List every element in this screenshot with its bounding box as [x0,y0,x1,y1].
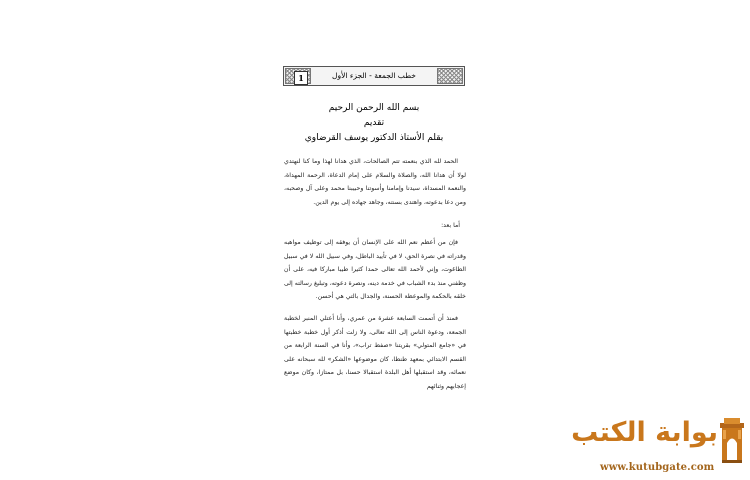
paragraph-2-text: فإن من أعظم نعم الله على الإنسان أن يوفقه إلى توظيف مواهبه وقدراته في نصرة الحق، لا في تأييد الباطل، وفي سبيل الله لا في سبيل الطاغوت، وإني لأحمد الله تعالى حمدا كثيرا طيبا مباركا فيه، على أن وظفني منذ بدء الشباب في خدمة دينه، ونصرة دعوته، وتبليغ رسالته إلى خلقه بالحكمة والموعظة الحسنة، والجدال بالتي هي أحسن. [284,239,466,301]
paragraph-2 [284,236,466,304]
paragraph-1-text: الحمد لله الذي بنعمته تتم الصالحات، الذي هدانا لهذا وما كنا لنهتدي لولا أن هدانا الله، والصلاة والسلام على إمام الدعاة، الرحمة المهداة، والنعمة المسداة، سيدنا وإمامنا وأسوتنا وحبيبنا محمد وعلى آل وصحبه، ومن دعا بدعوته، واهتدى بسنته، وجاهد جهاده إلى يوم الدين. [284,158,466,206]
gate-logo-icon [720,417,744,463]
ornament-right-icon [437,68,463,84]
paragraph-1 [284,155,466,209]
amma-baad-line: أما بعد: [441,222,460,229]
site-name-arabic: بوابة الكتب [571,417,718,448]
running-header [283,66,465,86]
site-watermark [571,414,746,478]
site-url: www.kutubgate.com [600,462,715,473]
ornament-left-icon [285,68,311,84]
basmala-heading: بسم الله الرحمن الرحيم [328,103,420,113]
page-number: 1 [294,71,308,85]
author-byline: بقلم الأستاذ الدكتور يوسف القرضاوي [304,133,444,143]
paragraph-3-text: فمنذ أن أتممت السابعة عشرة من عمري، وأنا أعتلي المنبر لخطبة الجمعة، ودعوة الناس إلى الله تعالى، ولا زلت أذكر أول خطبة خطبتها في «جامع المتولي» بقريتنا «صفط تراب»، وأنا في السنة الرابعة من القسم الابتدائي بمعهد طنطا، كان موضوعها «الشكر» لله سبحانه على نعمائه، وقد استقبلها أهل البلدة استقبالا حسنا، بل ممتازا، وكان موضع إعجابهم وثنائهم [284,315,466,390]
paragraph-3 [284,312,466,394]
book-title: خطب الجمعة - الجزء الأول [332,71,416,80]
section-heading: تقديم [363,118,385,128]
